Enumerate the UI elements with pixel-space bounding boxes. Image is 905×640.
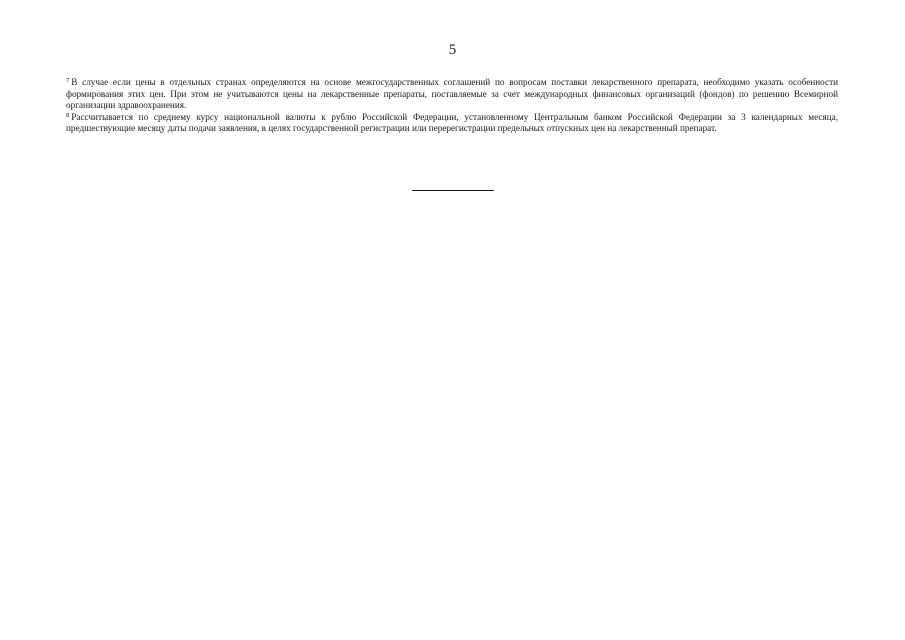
footnote-text: В случае если цены в отдельных странах определяются на основе межгосударственных соглашений по вопросам поставки лекарственного препарата, необходимо указать особенности формирования этих цен. При этом не учитываются цены на лекарственные препараты, поставляемые за счет международных финансовых организаций (фондов) по решению Всемирной организации здравоохранения. [66,77,838,111]
footnote-8 [66,112,838,135]
footnote-text: Рассчитывается по среднему курсу национальной валюты к рублю Российской Федерации, установленному Центральным банком Российской Федерации за 3 календарных месяца, предшествующие месяцу даты подачи заявления, в целях государственной регистрации или перерегистрации предельных отпускных цен на лекарственный препарат. [66,111,838,134]
end-of-document-rule [412,190,494,191]
footnote-marker: 8 [66,111,70,119]
footnote-marker: 7 [66,77,70,84]
footnote-7 [66,77,838,112]
page-number: 5 [448,42,457,58]
footnotes-block [66,77,838,135]
